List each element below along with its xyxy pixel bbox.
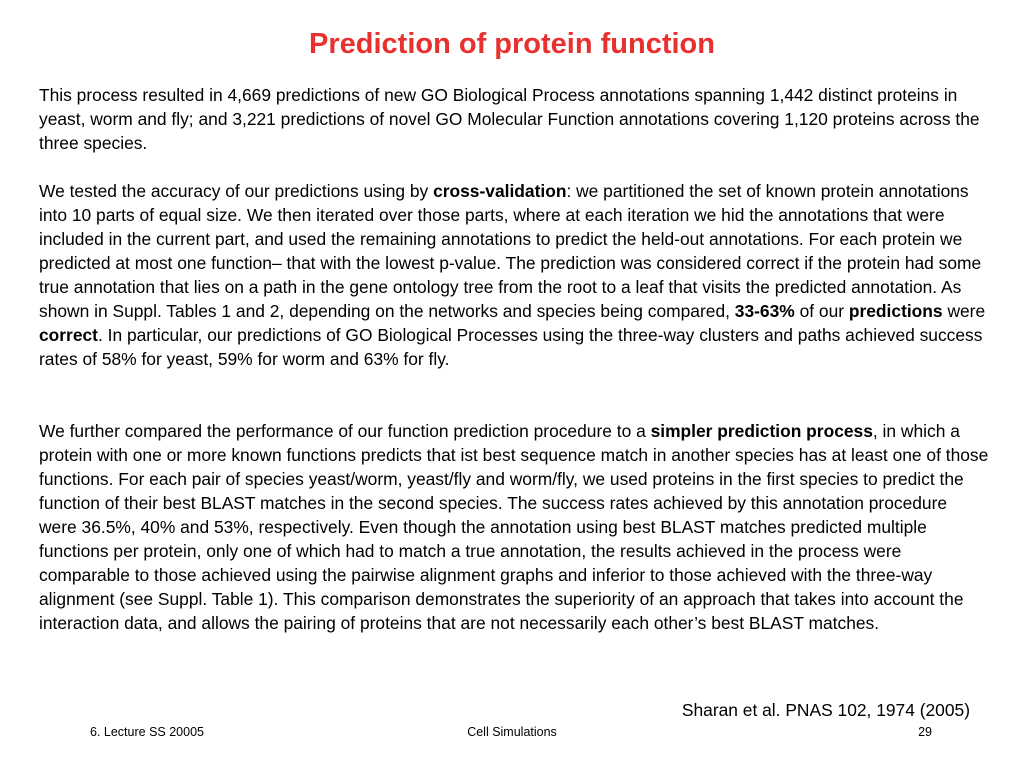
footer-lecture: 6. Lecture SS 20005: [90, 725, 204, 739]
paragraph-text: We tested the accuracy of our predictions using by: [39, 181, 434, 201]
paragraph-text: of our: [794, 301, 849, 321]
paragraph-text: : we partitioned the set of known protein annotations into 10 parts of equal size. We then iterated over those parts, where at each iteration we hid the annotations that were included in the current part, and used the remaining annotations to predict the held-out annotations. For each protein we predicted at most one function– that with the lowest p-value. The prediction was considered correct if the protein had some true annotation that lies on a path in the gene ontology tree from the root to a leaf that visits the predicted annotation. As shown in Suppl. Tables 1 and 2, depending on the networks and species being compared,: [39, 181, 982, 321]
paragraph-predictions-summary: This process resulted in 4,669 predictions of new GO Biological Process annotations spanning 1,442 distinct proteins in yeast, worm and fly; and 3,221 predictions of novel GO Molecular Function annotations covering 1,120 proteins across the three species.: [39, 85, 980, 153]
paragraph-text: . In particular, our predictions of GO Biological Processes using the three-way clusters and paths achieved success rates of 58% for yeast, 59% for worm and 63% for fly.: [39, 325, 983, 369]
bold-term: cross-validation: [433, 181, 567, 201]
paragraph-blast-comparison: [39, 419, 989, 635]
footer-course-title: Cell Simulations: [467, 725, 557, 739]
paragraph-text: , in which a protein with one or more known functions predicts that ist best sequence match in another species has at least one of those functions. For each pair of species yeast/worm, yeast/fly and worm/fly, we used proteins in the first species to predict the function of their best BLAST matches in the second species. The success rates achieved by this annotation procedure were 36.5%, 40% and 53%, respectively. Even though the annotation using best BLAST matches predicted multiple functions per protein, only one of which had to match a true annotation, the results achieved in the process were comparable to those achieved using the pairwise alignment graphs and inferior to those achieved with the three-way alignment (see Suppl. Table 1). This comparison demonstrates the superiority of an approach that takes into account the interaction data, and allows the pairing of proteins that are not necessarily each other’s best BLAST matches.: [39, 421, 989, 633]
bold-term: 33-63%: [734, 301, 795, 321]
paragraph-text: We further compared the performance of our function prediction procedure to a: [39, 421, 651, 441]
slide-title: Prediction of protein function: [309, 28, 715, 60]
bold-term: simpler prediction process: [650, 421, 873, 441]
bold-term: predictions: [848, 301, 943, 321]
paragraph-text: were: [942, 301, 986, 321]
bold-term: correct: [39, 325, 98, 345]
citation: Sharan et al. PNAS 102, 1974 (2005): [681, 700, 970, 720]
paragraph-cross-validation: [39, 179, 989, 371]
footer-page-number: 29: [918, 725, 932, 739]
